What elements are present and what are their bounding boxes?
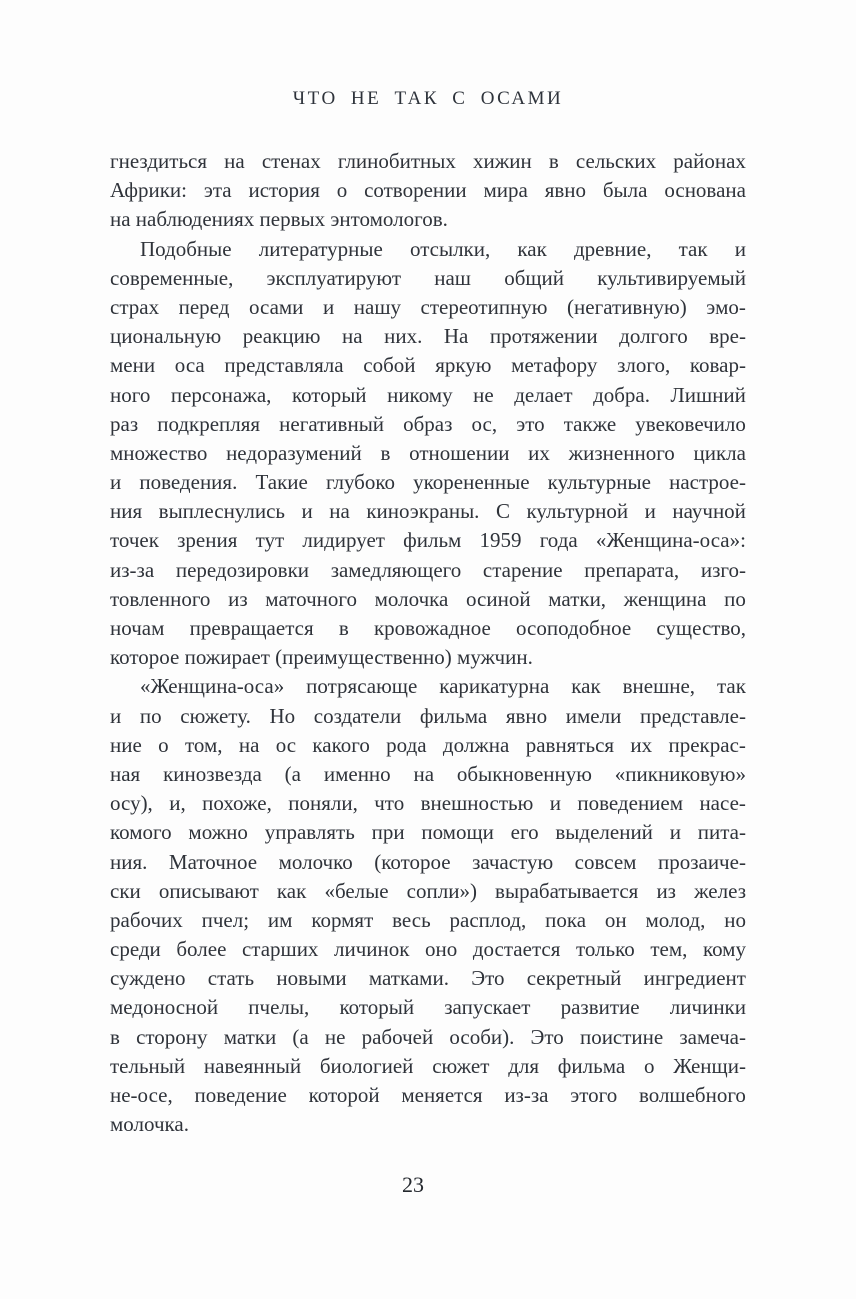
- text-line: и поведения. Такие глубоко укорененные культурные настрое-: [110, 470, 746, 495]
- text-line: ного персонажа, который никому не делает добра. Лишний: [110, 382, 746, 407]
- text-line: Африки: эта история о сотворении мира явно была основана: [110, 178, 746, 203]
- text-line: точек зрения тут лидирует фильм 1959 года «Женщина-оса»:: [110, 528, 746, 553]
- text-line: рабочих пчел; им кормят весь расплод, пока он молод, но: [110, 907, 746, 932]
- text-line: ная кинозвезда (а именно на обыкновенную «пикниковую»: [110, 761, 746, 786]
- text-line: современные, эксплуатируют наш общий культивируемый: [110, 265, 746, 290]
- text-line: комого можно управлять при помощи его выделений и пита-: [110, 820, 746, 845]
- text-line: из-за передозировки замедляющего старение препарата, изго-: [110, 557, 746, 582]
- text-line: ночам превращается в кровожадное осоподобное существо,: [110, 616, 746, 640]
- text-line: товленного из маточного молочка осиной матки, женщина по: [110, 586, 746, 611]
- text-line: страх перед осами и нашу стереотипную (негативную) эмо-: [110, 294, 746, 319]
- text-line: ние о том, на ос какого рода должна равняться их прекрас-: [110, 732, 746, 757]
- text-line: ски описывают как «белые сопли») вырабатывается из желез: [110, 878, 746, 903]
- text-line: раз подкрепляя негативный образ ос, это также увековечило: [110, 411, 746, 436]
- text-line: множество недоразумений в отношении их жизненного цикла: [110, 440, 746, 465]
- text-line: и по сюжету. Но создатели фильма явно имели представле-: [110, 703, 746, 728]
- page-number: 23: [402, 1172, 424, 1197]
- text-line: в сторону матки (а не рабочей особи). Это поистине замеча-: [110, 1024, 746, 1049]
- text-line: ния. Маточное молочко (которое зачастую совсем прозаиче-: [110, 849, 746, 874]
- text-line: осу), и, похоже, поняли, что внешностью и поведением насе-: [110, 791, 746, 816]
- running-head: ЧТО НЕ ТАК С ОСАМИ: [292, 88, 564, 109]
- text-line: мени оса представляла собой яркую метафору злого, ковар-: [110, 353, 746, 378]
- text-line: ния выплеснулись и на киноэкраны. С культурной и научной: [110, 499, 746, 524]
- text-line: циональную реакцию на них. На протяжении долгого вре-: [110, 324, 746, 349]
- text-line: гнездиться на стенах глинобитных хижин в сельских районах: [110, 149, 746, 173]
- text-line: не-осе, поведение которой меняется из-за этого волшебного: [110, 1083, 746, 1107]
- text-line: «Женщина-оса» потрясающе карикатурна как внешне, так: [140, 674, 746, 699]
- body-text: [110, 147, 746, 1139]
- text-line: суждено стать новыми матками. Это секретный ингредиент: [110, 966, 746, 991]
- text-line: Подобные литературные отсылки, как древние, так и: [140, 236, 746, 261]
- text-line: медоносной пчелы, который запускает развитие личинки: [110, 995, 746, 1020]
- text-line: молочка.: [110, 1112, 189, 1137]
- text-line: на наблюдениях первых энтомологов.: [110, 207, 448, 232]
- text-line: среди более старших личинок оно достается только тем, кому: [110, 937, 746, 962]
- text-line: которое пожирает (преимущественно) мужчин.: [110, 645, 533, 670]
- text-line: тельный навеянный биологией сюжет для фильма о Женщи-: [110, 1053, 746, 1078]
